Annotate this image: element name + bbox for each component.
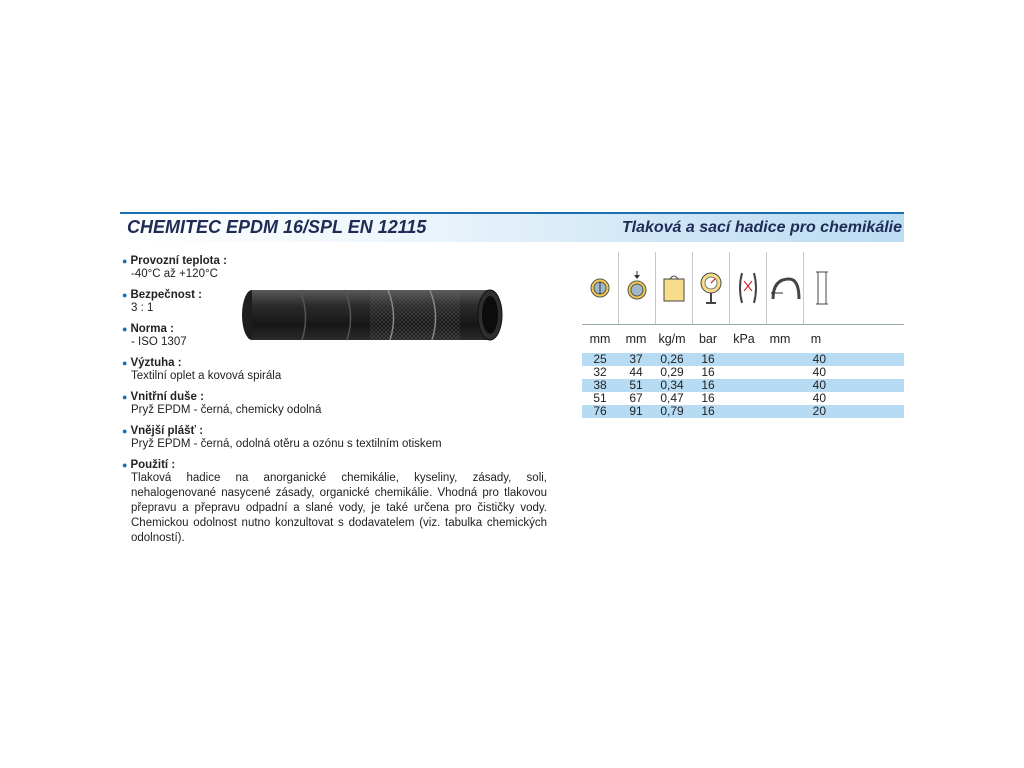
bullet-icon: ● — [122, 324, 128, 334]
spec-label: Vnitřní duše : — [130, 391, 204, 403]
icon-header-row — [582, 252, 904, 325]
spec-label: Norma : — [130, 323, 174, 335]
bullet-icon: ● — [122, 392, 128, 402]
bullet-icon: ● — [122, 256, 128, 266]
table-cell: 16 — [701, 391, 715, 405]
spec-usage — [122, 459, 547, 546]
table-cell — [762, 353, 798, 366]
spec-value: Textilní oplet a kovová spirála — [131, 370, 282, 382]
unit-row — [582, 325, 904, 353]
inner-diameter-icon — [582, 252, 618, 324]
table-cell: 51 — [629, 378, 643, 392]
spec-outer-cover — [122, 425, 547, 452]
table-cell: 0,79 — [660, 404, 684, 418]
table-cell: 67 — [629, 391, 643, 405]
table-cell — [726, 366, 762, 379]
table-cell: 76 — [593, 404, 607, 418]
bullet-icon: ● — [122, 460, 128, 470]
product-subtitle: Tlaková a sací hadice pro chemikálie — [621, 219, 902, 236]
spec-label: Bezpečnost : — [130, 289, 203, 301]
table-cell: 16 — [701, 352, 715, 366]
spec-temperature — [122, 255, 547, 282]
table-cell: 20 — [812, 404, 826, 418]
spec-value: -40°C až +120°C — [131, 268, 218, 280]
spec-value: Pryž EPDM - černá, chemicky odolná — [131, 404, 322, 416]
spec-label: Výztuha : — [130, 357, 182, 369]
table-cell: 40 — [812, 352, 826, 366]
table-cell — [726, 405, 762, 418]
spec-label: Provozní teplota : — [130, 255, 227, 267]
vacuum-icon — [729, 252, 766, 324]
table-cell: 40 — [812, 365, 826, 379]
table-cell — [762, 379, 798, 392]
unit-cell: kg/m — [658, 332, 686, 346]
unit-cell: mm — [589, 332, 611, 346]
spec-value: Pryž EPDM - černá, odolná otěru a ozónu s textilním otiskem — [131, 438, 442, 450]
data-rows — [582, 353, 904, 418]
spec-inner-tube — [122, 391, 547, 418]
table-cell: 38 — [593, 378, 607, 392]
outer-diameter-icon — [618, 252, 655, 324]
bullet-icon: ● — [122, 426, 128, 436]
spec-label: Vnější plášť : — [130, 425, 204, 437]
hose-image — [240, 286, 508, 344]
unit-cell: mm — [625, 332, 647, 346]
spec-table — [582, 252, 904, 418]
table-cell — [762, 392, 798, 405]
table-cell: 51 — [593, 391, 607, 405]
table-cell: 40 — [812, 378, 826, 392]
table-cell: 37 — [629, 352, 643, 366]
table-cell — [726, 353, 762, 366]
table-cell: 44 — [629, 365, 643, 379]
spec-value: - ISO 1307 — [131, 336, 187, 348]
table-cell — [762, 366, 798, 379]
table-cell: 16 — [701, 378, 715, 392]
spec-value: Tlaková hadice na anorganické chemikálie, kyseliny, zásady, soli, nehalogenované nasycené zásady, organické chemikálie. Vhodná pro tlakovou přepravu a přepravu odpadní a slané vody, je také určena pro čističky vody. Chemickou odolnost nutno konzultovat s dodavatelem (viz. tabulka chemických odolností). — [131, 472, 547, 544]
spec-value: 3 : 1 — [131, 302, 154, 314]
table-cell: 16 — [701, 404, 715, 418]
table-cell: 0,34 — [660, 378, 684, 392]
product-title: CHEMITEC EPDM 16/SPL EN 12115 — [127, 217, 427, 237]
table-cell: 32 — [593, 365, 607, 379]
bullet-icon: ● — [122, 358, 128, 368]
bend-radius-icon — [766, 252, 803, 324]
weight-icon — [655, 252, 692, 324]
table-cell — [762, 405, 798, 418]
table-cell — [726, 379, 762, 392]
length-icon — [803, 252, 840, 324]
table-cell: 0,29 — [660, 365, 684, 379]
table-cell: 91 — [629, 404, 643, 418]
unit-cell: kPa — [733, 332, 755, 346]
table-row — [582, 405, 904, 418]
table-cell: 16 — [701, 365, 715, 379]
table-cell: 0,26 — [660, 352, 684, 366]
table-cell: 25 — [593, 352, 607, 366]
unit-cell: m — [810, 332, 822, 346]
bullet-icon: ● — [122, 290, 128, 300]
unit-cell: bar — [698, 332, 718, 346]
pressure-gauge-icon — [692, 252, 729, 324]
table-cell — [726, 392, 762, 405]
table-cell: 0,47 — [660, 391, 684, 405]
unit-cell: mm — [769, 332, 791, 346]
table-cell: 40 — [812, 391, 826, 405]
spec-reinforcement — [122, 357, 547, 384]
spec-label: Použití : — [130, 459, 176, 471]
